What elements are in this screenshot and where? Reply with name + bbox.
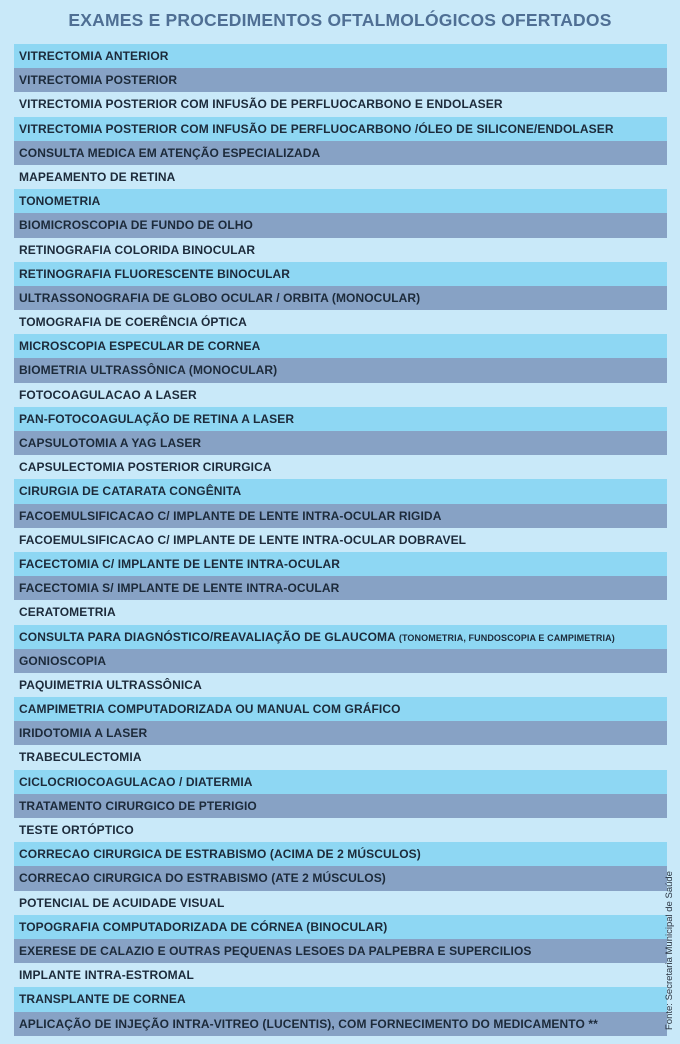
table-row — [14, 770, 667, 794]
table-row — [14, 334, 667, 358]
table-row — [14, 987, 667, 1011]
table-row — [14, 141, 667, 165]
table-row — [14, 68, 667, 92]
table-row — [14, 745, 667, 769]
table-row — [14, 552, 667, 576]
table-row — [14, 891, 667, 915]
procedure-label: VITRECTOMIA ANTERIOR — [19, 49, 169, 63]
procedure-label: TRANSPLANTE DE CORNEA — [19, 992, 186, 1007]
procedure-label: CORRECAO CIRURGICA DO ESTRABISMO (ATE 2 MÚSCULOS) — [19, 871, 386, 886]
table-row — [14, 576, 667, 600]
table-row — [14, 310, 667, 334]
procedure-label: VITRECTOMIA POSTERIOR COM INFUSÃO DE PERFLUOCARBONO E ENDOLASER — [19, 97, 503, 112]
table-row — [14, 238, 667, 262]
procedure-label: POTENCIAL DE ACUIDADE VISUAL — [19, 895, 225, 910]
table-row — [14, 600, 667, 624]
procedure-label: FACOEMULSIFICACAO C/ IMPLANTE DE LENTE INTRA-OCULAR RIGIDA — [19, 508, 442, 523]
procedure-label: APLICAÇÃO DE INJEÇÃO INTRA-VITREO (LUCENTIS), COM FORNECIMENTO DO MEDICAMENTO ** — [19, 1016, 598, 1031]
procedure-label: RETINOGRAFIA FLUORESCENTE BINOCULAR — [19, 266, 291, 281]
table-row — [14, 189, 667, 213]
table-row — [14, 92, 667, 116]
procedure-label: BIOMICROSCOPIA DE FUNDO DE OLHO — [19, 218, 253, 233]
procedure-label: FOTOCOAGULACAO A LASER — [19, 387, 197, 402]
procedure-label: EXERESE DE CALAZIO E OUTRAS PEQUENAS LESOES DA PALPEBRA E SUPERCILIOS — [19, 943, 532, 958]
table-row — [14, 213, 667, 237]
table-row — [14, 721, 667, 745]
procedure-label: TOMOGRAFIA DE COERÊNCIA ÓPTICA — [19, 315, 247, 330]
procedure-label: TRATAMENTO CIRURGICO DE PTERIGIO — [19, 798, 257, 813]
table-row — [14, 383, 667, 407]
procedure-label: GONIOSCOPIA — [19, 653, 107, 668]
procedure-label: FACECTOMIA C/ IMPLANTE DE LENTE INTRA-OCULAR — [19, 556, 341, 571]
table-row — [14, 625, 667, 649]
procedure-label: CIRURGIA DE CATARATA CONGÊNITA — [19, 484, 242, 499]
procedure-label: CAPSULOTOMIA A YAG LASER — [19, 436, 202, 450]
page-title: EXAMES E PROCEDIMENTOS OFTALMOLÓGICOS OFERTADOS — [68, 10, 612, 30]
table-row — [14, 649, 667, 673]
table-row — [14, 431, 667, 455]
procedure-label: CERATOMETRIA — [19, 605, 116, 620]
procedure-label: VITRECTOMIA POSTERIOR — [19, 73, 178, 88]
procedure-label: TRABECULECTOMIA — [19, 750, 142, 765]
procedure-label: CONSULTA MEDICA EM ATENÇÃO ESPECIALIZADA — [19, 145, 321, 160]
table-row — [14, 842, 667, 866]
table-row — [14, 262, 667, 286]
table-row — [14, 358, 667, 382]
table-row — [14, 1012, 667, 1036]
procedure-label: FACOEMULSIFICACAO C/ IMPLANTE DE LENTE INTRA-OCULAR DOBRAVEL — [19, 532, 467, 547]
table-row — [14, 866, 667, 890]
procedure-label: BIOMETRIA ULTRASSÔNICA (MONOCULAR) — [19, 363, 278, 378]
table-row — [14, 504, 667, 528]
table-row — [14, 479, 667, 503]
table-row — [14, 407, 667, 431]
table-row — [14, 117, 667, 141]
procedure-label: CONSULTA PARA DIAGNÓSTICO/REAVALIAÇÃO DE GLAUCOMA — [19, 629, 396, 644]
procedure-note: (TONOMETRIA, FUNDOSCOPIA E CAMPIMETRIA) — [398, 632, 615, 643]
table-row — [14, 528, 667, 552]
table-row — [14, 697, 667, 721]
procedure-label: MAPEAMENTO DE RETINA — [19, 169, 176, 184]
procedure-label: TESTE ORTÓPTICO — [19, 823, 134, 837]
procedure-label: IMPLANTE INTRA-ESTROMAL — [19, 968, 194, 983]
procedure-label: RETINOGRAFIA COLORIDA BINOCULAR — [19, 242, 256, 257]
table-row — [14, 794, 667, 818]
table-row — [14, 818, 667, 842]
procedure-label: FACECTOMIA S/ IMPLANTE DE LENTE INTRA-OCULAR — [19, 581, 340, 596]
procedures-table — [14, 44, 667, 1036]
table-row — [14, 963, 667, 987]
procedure-label: CORRECAO CIRURGICA DE ESTRABISMO (ACIMA DE 2 MÚSCULOS) — [19, 847, 421, 862]
table-row — [14, 165, 667, 189]
procedure-label: ULTRASSONOGRAFIA DE GLOBO OCULAR / ORBITA (MONOCULAR) — [19, 290, 421, 305]
table-row — [14, 455, 667, 479]
procedure-label: CAPSULECTOMIA POSTERIOR CIRURGICA — [19, 460, 272, 475]
procedure-label: CICLOCRIOCOAGULACAO / DIATERMIA — [19, 774, 253, 789]
procedure-label: CAMPIMETRIA COMPUTADORIZADA OU MANUAL COM GRÁFICO — [19, 702, 401, 717]
table-row — [14, 939, 667, 963]
table-row — [14, 915, 667, 939]
procedure-label: MICROSCOPIA ESPECULAR DE CORNEA — [19, 339, 261, 354]
procedure-label: TONOMETRIA — [19, 194, 101, 209]
source-note: Fonte: Secretaria Municipal de Saúde — [664, 871, 675, 1030]
procedure-label: TOPOGRAFIA COMPUTADORIZADA DE CÓRNEA (BINOCULAR) — [19, 919, 388, 934]
procedure-label: VITRECTOMIA POSTERIOR COM INFUSÃO DE PERFLUOCARBONO /ÓLEO DE SILICONE/ENDOLASER — [19, 121, 614, 136]
table-row — [14, 286, 667, 310]
table-row — [14, 673, 667, 697]
procedure-label: PAQUIMETRIA ULTRASSÔNICA — [19, 677, 202, 692]
procedure-label: PAN-FOTOCOAGULAÇÃO DE RETINA A LASER — [19, 411, 295, 426]
table-row — [14, 44, 667, 68]
procedure-label: IRIDOTOMIA A LASER — [19, 726, 148, 741]
